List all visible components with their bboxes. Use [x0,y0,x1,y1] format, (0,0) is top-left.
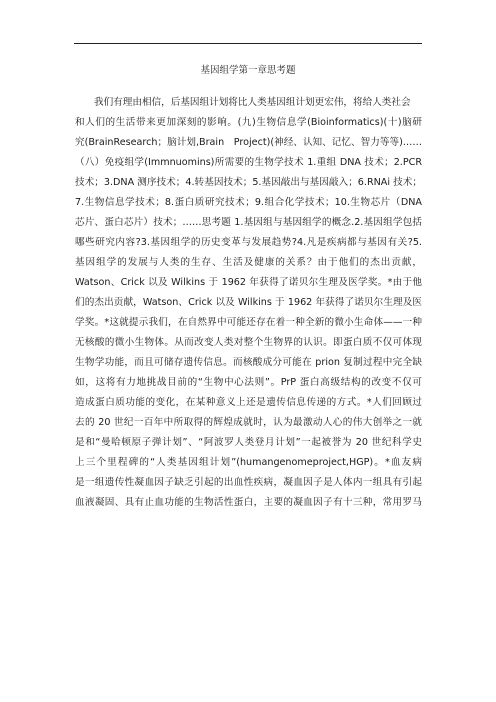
header-rule [74,43,422,44]
paragraph-line: 7.生物信息学技术；8.蛋白质研究技术；9.组合化学技术；10.生物芯片（DNA [75,197,422,208]
paragraph-line: 技术；3.DNA 测序技术；4.转基因技术；5.基因敲出与基因敲入；6.RNAi 技术； [75,177,422,188]
paragraph-line: 去的 20 世纪一百年中所取得的辉煌成就时，认为最激动人心的伟大创举之一就 [75,417,422,428]
paragraph-line: 我们有理由相信，后基因组计划将比人类基因组计划更宏伟，将给人类社会 [94,97,411,108]
document-title: 基因组学第一章思考题 [200,65,296,76]
document-body [75,93,422,513]
paragraph-line: 芯片、蛋白芯片）技术；……思考题 1.基因组与基因组学的概念.2.基因组学包括 [75,217,422,228]
paragraph-line: 上三个里程碑的“人类基因组计划”(humangenomeproject,HGP)。*血友病 [75,457,422,468]
paragraph-line: 血液凝固、具有止血功能的生物活性蛋白，主要的凝血因子有十三种，常用罗马 [75,497,422,508]
paragraph-line: 是和“曼哈顿原子弹计划”、“阿波罗人类登月计划”一起被誉为 20 世纪科学史 [75,437,422,448]
paragraph-line: 无核酸的微小生物体。从而改变人类对整个生物界的认识。即蛋白质不仅可体现 [75,337,422,348]
paragraph-line: 究(BrainResearch；脑计划,Brain Project)(神经、认知、记忆、智力等等)…… [75,137,422,148]
paragraph-line: 如，这将有力地挑战目前的“生物中心法则”。PrP 蛋白高级结构的改变不仅可 [75,377,422,388]
paragraph-line: 基因组学的发展与人类的生存、生活及健康的关系？由于他们的杰出贡献， [75,257,422,268]
paragraph-line: （八）免疫组学(Immnuomins)所需要的生物学技术 1.重组 DNA 技术；2.PCR [75,157,422,168]
paragraph-line: 造成蛋白质功能的变化，在某种意义上还是遗传信息传递的方式。*人们回顾过 [75,397,422,408]
paragraph-line: 们的杰出贡献，Watson、Crick 以及 Wilkins 于 1962 年获得了诺贝尔生理及医 [75,297,422,308]
paragraph-line: Watson、Crick 以及 Wilkins 于 1962 年获得了诺贝尔生理及医学奖。*由于他 [75,277,422,288]
paragraph-line: 哪些研究内容?3.基因组学的历史变革与发展趋势?4.凡是疾病都与基因有关?5. [75,237,422,248]
paragraph-line: 和人们的生活带来更加深刻的影响。(九)生物信息学(Bioinformatics)(十)脑研 [75,117,422,128]
paragraph-line: 生物学功能，而且可储存遗传信息。而核酸成分可能在 prion 复制过程中完全缺 [75,357,422,368]
paragraph-line: 学奖。*这就提示我们，在自然界中可能还存在着一种全新的微小生命体——一种 [75,317,422,328]
paragraph-line: 是一组遗传性凝血因子缺乏引起的出血性疾病，凝血因子是人体内一组具有引起 [75,477,422,488]
